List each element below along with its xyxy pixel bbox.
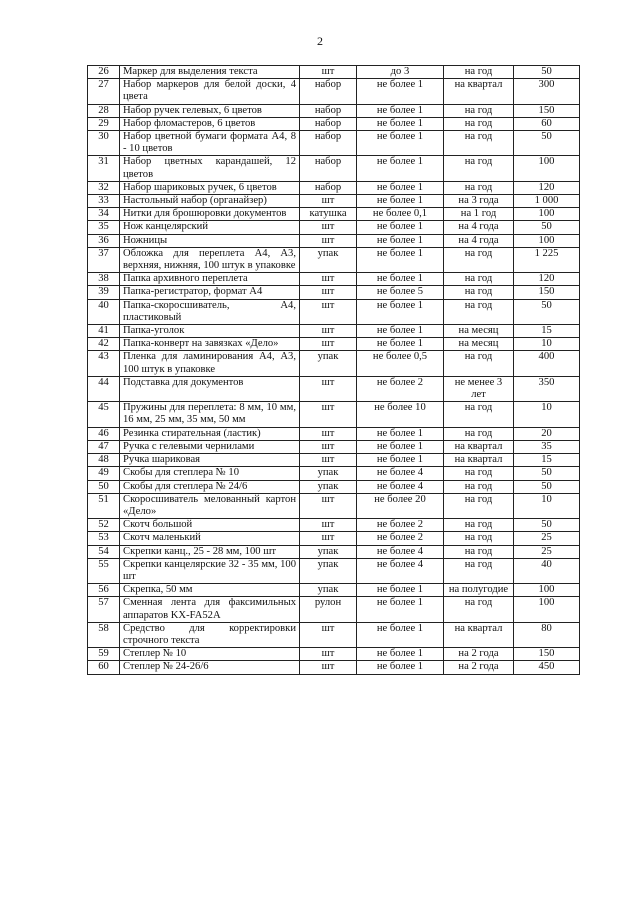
period-cell: на 1 год bbox=[444, 208, 514, 221]
period-cell: на год bbox=[444, 299, 514, 324]
table-row bbox=[88, 79, 580, 104]
unit-cell: упак bbox=[300, 545, 357, 558]
unit-cell: шт bbox=[300, 661, 357, 674]
quantity-norm-cell: до 3 bbox=[357, 66, 444, 79]
table-row bbox=[88, 181, 580, 194]
row-number-cell: 30 bbox=[88, 131, 120, 156]
item-name-cell: Набор цветных карандашей, 12 цветов bbox=[120, 156, 300, 181]
supplies-table bbox=[87, 65, 580, 675]
row-number-cell: 52 bbox=[88, 519, 120, 532]
unit-cell: упак bbox=[300, 351, 357, 376]
unit-cell: шт bbox=[300, 376, 357, 401]
price-cell: 50 bbox=[514, 467, 580, 480]
quantity-norm-cell: не более 1 bbox=[357, 79, 444, 104]
row-number-cell: 60 bbox=[88, 661, 120, 674]
period-cell: не менее 3 лет bbox=[444, 376, 514, 401]
period-cell: на год bbox=[444, 558, 514, 583]
unit-cell: шт bbox=[300, 195, 357, 208]
row-number-cell: 45 bbox=[88, 402, 120, 427]
item-name-cell: Сменная лента для факсимильных аппаратов KX-FA52A bbox=[120, 597, 300, 622]
unit-cell: набор bbox=[300, 181, 357, 194]
price-cell: 25 bbox=[514, 545, 580, 558]
table-row bbox=[88, 584, 580, 597]
item-name-cell: Ручка с гелевыми чернилами bbox=[120, 440, 300, 453]
item-name-cell: Папка-уголок bbox=[120, 325, 300, 338]
price-cell: 150 bbox=[514, 104, 580, 117]
period-cell: на год bbox=[444, 273, 514, 286]
table-row bbox=[88, 66, 580, 79]
period-cell: на 2 года bbox=[444, 648, 514, 661]
row-number-cell: 43 bbox=[88, 351, 120, 376]
row-number-cell: 26 bbox=[88, 66, 120, 79]
table-row bbox=[88, 376, 580, 401]
table-row bbox=[88, 221, 580, 234]
quantity-norm-cell: не более 4 bbox=[357, 545, 444, 558]
period-cell: на полугодие bbox=[444, 584, 514, 597]
quantity-norm-cell: не более 4 bbox=[357, 558, 444, 583]
table-row bbox=[88, 545, 580, 558]
price-cell: 150 bbox=[514, 648, 580, 661]
row-number-cell: 59 bbox=[88, 648, 120, 661]
unit-cell: шт bbox=[300, 286, 357, 299]
quantity-norm-cell: не более 1 bbox=[357, 156, 444, 181]
item-name-cell: Степлер № 24-26/6 bbox=[120, 661, 300, 674]
unit-cell: шт bbox=[300, 402, 357, 427]
unit-cell: шт bbox=[300, 454, 357, 467]
period-cell: на год bbox=[444, 493, 514, 518]
period-cell: на год bbox=[444, 351, 514, 376]
item-name-cell: Скоросшиватель мелованный картон «Дело» bbox=[120, 493, 300, 518]
period-cell: на месяц bbox=[444, 325, 514, 338]
quantity-norm-cell: не более 1 bbox=[357, 181, 444, 194]
quantity-norm-cell: не более 1 bbox=[357, 661, 444, 674]
price-cell: 25 bbox=[514, 532, 580, 545]
item-name-cell: Нитки для брошюровки документов bbox=[120, 208, 300, 221]
price-cell: 100 bbox=[514, 584, 580, 597]
price-cell: 15 bbox=[514, 325, 580, 338]
item-name-cell: Набор шариковых ручек, 6 цветов bbox=[120, 181, 300, 194]
price-cell: 50 bbox=[514, 221, 580, 234]
price-cell: 15 bbox=[514, 454, 580, 467]
table-row bbox=[88, 156, 580, 181]
item-name-cell: Резинка стирательная (ластик) bbox=[120, 427, 300, 440]
period-cell: на год bbox=[444, 597, 514, 622]
table-row bbox=[88, 195, 580, 208]
item-name-cell: Скрепки канц., 25 - 28 мм, 100 шт bbox=[120, 545, 300, 558]
row-number-cell: 51 bbox=[88, 493, 120, 518]
unit-cell: набор bbox=[300, 117, 357, 130]
row-number-cell: 27 bbox=[88, 79, 120, 104]
price-cell: 35 bbox=[514, 440, 580, 453]
row-number-cell: 40 bbox=[88, 299, 120, 324]
table-row bbox=[88, 427, 580, 440]
row-number-cell: 54 bbox=[88, 545, 120, 558]
price-cell: 40 bbox=[514, 558, 580, 583]
unit-cell: шт bbox=[300, 493, 357, 518]
table-row bbox=[88, 454, 580, 467]
price-cell: 100 bbox=[514, 234, 580, 247]
period-cell: на год bbox=[444, 519, 514, 532]
row-number-cell: 41 bbox=[88, 325, 120, 338]
price-cell: 60 bbox=[514, 117, 580, 130]
table-row bbox=[88, 208, 580, 221]
period-cell: на год bbox=[444, 66, 514, 79]
table-row bbox=[88, 519, 580, 532]
table-row bbox=[88, 493, 580, 518]
unit-cell: набор bbox=[300, 79, 357, 104]
quantity-norm-cell: не более 0,5 bbox=[357, 351, 444, 376]
period-cell: на 3 года bbox=[444, 195, 514, 208]
period-cell: на квартал bbox=[444, 454, 514, 467]
row-number-cell: 55 bbox=[88, 558, 120, 583]
item-name-cell: Набор фломастеров, 6 цветов bbox=[120, 117, 300, 130]
item-name-cell: Папка архивного переплета bbox=[120, 273, 300, 286]
row-number-cell: 38 bbox=[88, 273, 120, 286]
item-name-cell: Скотч большой bbox=[120, 519, 300, 532]
quantity-norm-cell: не более 1 bbox=[357, 195, 444, 208]
price-cell: 10 bbox=[514, 402, 580, 427]
period-cell: на год bbox=[444, 467, 514, 480]
price-cell: 10 bbox=[514, 493, 580, 518]
item-name-cell: Ручка шариковая bbox=[120, 454, 300, 467]
quantity-norm-cell: не более 5 bbox=[357, 286, 444, 299]
unit-cell: шт bbox=[300, 221, 357, 234]
unit-cell: шт bbox=[300, 325, 357, 338]
period-cell: на квартал bbox=[444, 440, 514, 453]
price-cell: 1 000 bbox=[514, 195, 580, 208]
table-row bbox=[88, 104, 580, 117]
table-row bbox=[88, 325, 580, 338]
quantity-norm-cell: не более 2 bbox=[357, 532, 444, 545]
row-number-cell: 48 bbox=[88, 454, 120, 467]
item-name-cell: Набор цветной бумаги формата А4, 8 - 10 цветов bbox=[120, 131, 300, 156]
unit-cell: шт bbox=[300, 519, 357, 532]
period-cell: на 4 года bbox=[444, 221, 514, 234]
price-cell: 50 bbox=[514, 131, 580, 156]
price-cell: 400 bbox=[514, 351, 580, 376]
row-number-cell: 56 bbox=[88, 584, 120, 597]
row-number-cell: 37 bbox=[88, 247, 120, 272]
price-cell: 50 bbox=[514, 480, 580, 493]
row-number-cell: 36 bbox=[88, 234, 120, 247]
period-cell: на месяц bbox=[444, 338, 514, 351]
row-number-cell: 44 bbox=[88, 376, 120, 401]
unit-cell: рулон bbox=[300, 597, 357, 622]
row-number-cell: 49 bbox=[88, 467, 120, 480]
table-row bbox=[88, 467, 580, 480]
quantity-norm-cell: не более 1 bbox=[357, 338, 444, 351]
quantity-norm-cell: не более 1 bbox=[357, 273, 444, 286]
quantity-norm-cell: не более 2 bbox=[357, 519, 444, 532]
item-name-cell: Нож канцелярский bbox=[120, 221, 300, 234]
table-row bbox=[88, 247, 580, 272]
unit-cell: шт bbox=[300, 273, 357, 286]
unit-cell: упак bbox=[300, 584, 357, 597]
row-number-cell: 53 bbox=[88, 532, 120, 545]
table-row bbox=[88, 402, 580, 427]
unit-cell: набор bbox=[300, 156, 357, 181]
item-name-cell: Скрепки канцелярские 32 - 35 мм, 100 шт bbox=[120, 558, 300, 583]
row-number-cell: 31 bbox=[88, 156, 120, 181]
quantity-norm-cell: не более 1 bbox=[357, 221, 444, 234]
unit-cell: шт bbox=[300, 338, 357, 351]
quantity-norm-cell: не более 1 bbox=[357, 584, 444, 597]
period-cell: на год bbox=[444, 480, 514, 493]
page-number: 2 bbox=[317, 34, 323, 48]
period-cell: на год bbox=[444, 286, 514, 299]
table-row bbox=[88, 648, 580, 661]
period-cell: на год bbox=[444, 181, 514, 194]
price-cell: 50 bbox=[514, 519, 580, 532]
row-number-cell: 47 bbox=[88, 440, 120, 453]
period-cell: на год bbox=[444, 545, 514, 558]
item-name-cell: Папка-скоросшиватель, А4, пластиковый bbox=[120, 299, 300, 324]
row-number-cell: 28 bbox=[88, 104, 120, 117]
period-cell: на год bbox=[444, 532, 514, 545]
supplies-table-body bbox=[88, 66, 580, 675]
period-cell: на квартал bbox=[444, 622, 514, 647]
quantity-norm-cell: не более 20 bbox=[357, 493, 444, 518]
quantity-norm-cell: не более 2 bbox=[357, 376, 444, 401]
table-row bbox=[88, 532, 580, 545]
item-name-cell: Скотч маленький bbox=[120, 532, 300, 545]
price-cell: 150 bbox=[514, 286, 580, 299]
item-name-cell: Скрепка, 50 мм bbox=[120, 584, 300, 597]
quantity-norm-cell: не более 10 bbox=[357, 402, 444, 427]
quantity-norm-cell: не более 1 bbox=[357, 117, 444, 130]
price-cell: 1 225 bbox=[514, 247, 580, 272]
period-cell: на год bbox=[444, 427, 514, 440]
unit-cell: шт bbox=[300, 622, 357, 647]
unit-cell: шт bbox=[300, 234, 357, 247]
price-cell: 100 bbox=[514, 208, 580, 221]
quantity-norm-cell: не более 1 bbox=[357, 622, 444, 647]
item-name-cell: Скобы для степлера № 24/6 bbox=[120, 480, 300, 493]
period-cell: на 4 года bbox=[444, 234, 514, 247]
table-row bbox=[88, 299, 580, 324]
item-name-cell: Настольный набор (органайзер) bbox=[120, 195, 300, 208]
row-number-cell: 29 bbox=[88, 117, 120, 130]
item-name-cell: Скобы для степлера № 10 bbox=[120, 467, 300, 480]
price-cell: 50 bbox=[514, 66, 580, 79]
row-number-cell: 50 bbox=[88, 480, 120, 493]
quantity-norm-cell: не более 1 bbox=[357, 597, 444, 622]
row-number-cell: 34 bbox=[88, 208, 120, 221]
quantity-norm-cell: не более 4 bbox=[357, 480, 444, 493]
price-cell: 20 bbox=[514, 427, 580, 440]
price-cell: 100 bbox=[514, 156, 580, 181]
period-cell: на год bbox=[444, 247, 514, 272]
row-number-cell: 35 bbox=[88, 221, 120, 234]
price-cell: 120 bbox=[514, 273, 580, 286]
quantity-norm-cell: не более 1 bbox=[357, 648, 444, 661]
table-row bbox=[88, 480, 580, 493]
unit-cell: шт bbox=[300, 299, 357, 324]
item-name-cell: Подставка для документов bbox=[120, 376, 300, 401]
row-number-cell: 58 bbox=[88, 622, 120, 647]
price-cell: 120 bbox=[514, 181, 580, 194]
quantity-norm-cell: не более 1 bbox=[357, 234, 444, 247]
table-row bbox=[88, 351, 580, 376]
table-row bbox=[88, 273, 580, 286]
quantity-norm-cell: не более 0,1 bbox=[357, 208, 444, 221]
period-cell: на год bbox=[444, 156, 514, 181]
table-row bbox=[88, 234, 580, 247]
price-cell: 350 bbox=[514, 376, 580, 401]
table-row bbox=[88, 440, 580, 453]
row-number-cell: 33 bbox=[88, 195, 120, 208]
item-name-cell: Средство для корректировки строчного текста bbox=[120, 622, 300, 647]
item-name-cell: Пленка для ламинирования А4, А3, 100 штук в упаковке bbox=[120, 351, 300, 376]
period-cell: на год bbox=[444, 131, 514, 156]
quantity-norm-cell: не более 1 bbox=[357, 299, 444, 324]
quantity-norm-cell: не более 1 bbox=[357, 325, 444, 338]
quantity-norm-cell: не более 1 bbox=[357, 440, 444, 453]
table-row bbox=[88, 558, 580, 583]
unit-cell: набор bbox=[300, 104, 357, 117]
price-cell: 100 bbox=[514, 597, 580, 622]
unit-cell: шт bbox=[300, 427, 357, 440]
quantity-norm-cell: не более 1 bbox=[357, 247, 444, 272]
unit-cell: шт bbox=[300, 66, 357, 79]
quantity-norm-cell: не более 1 bbox=[357, 131, 444, 156]
unit-cell: набор bbox=[300, 131, 357, 156]
table-row bbox=[88, 661, 580, 674]
price-cell: 300 bbox=[514, 79, 580, 104]
table-row bbox=[88, 338, 580, 351]
item-name-cell: Папка-регистратор, формат А4 bbox=[120, 286, 300, 299]
unit-cell: шт bbox=[300, 532, 357, 545]
price-cell: 50 bbox=[514, 299, 580, 324]
unit-cell: катушка bbox=[300, 208, 357, 221]
price-cell: 450 bbox=[514, 661, 580, 674]
row-number-cell: 42 bbox=[88, 338, 120, 351]
quantity-norm-cell: не более 4 bbox=[357, 467, 444, 480]
table-row bbox=[88, 117, 580, 130]
row-number-cell: 32 bbox=[88, 181, 120, 194]
item-name-cell: Папка-конверт на завязках «Дело» bbox=[120, 338, 300, 351]
period-cell: на год bbox=[444, 402, 514, 427]
table-row bbox=[88, 597, 580, 622]
item-name-cell: Пружины для переплета: 8 мм, 10 мм, 16 мм, 25 мм, 35 мм, 50 мм bbox=[120, 402, 300, 427]
period-cell: на год bbox=[444, 104, 514, 117]
item-name-cell: Маркер для выделения текста bbox=[120, 66, 300, 79]
item-name-cell: Степлер № 10 bbox=[120, 648, 300, 661]
period-cell: на 2 года bbox=[444, 661, 514, 674]
row-number-cell: 57 bbox=[88, 597, 120, 622]
row-number-cell: 39 bbox=[88, 286, 120, 299]
period-cell: на год bbox=[444, 117, 514, 130]
item-name-cell: Набор ручек гелевых, 6 цветов bbox=[120, 104, 300, 117]
unit-cell: упак bbox=[300, 467, 357, 480]
row-number-cell: 46 bbox=[88, 427, 120, 440]
quantity-norm-cell: не более 1 bbox=[357, 454, 444, 467]
unit-cell: упак bbox=[300, 247, 357, 272]
item-name-cell: Обложка для переплета А4, А3, верхняя, нижняя, 100 штук в упаковке bbox=[120, 247, 300, 272]
table-row bbox=[88, 131, 580, 156]
item-name-cell: Ножницы bbox=[120, 234, 300, 247]
period-cell: на квартал bbox=[444, 79, 514, 104]
table-row bbox=[88, 622, 580, 647]
price-cell: 10 bbox=[514, 338, 580, 351]
unit-cell: шт bbox=[300, 440, 357, 453]
item-name-cell: Набор маркеров для белой доски, 4 цвета bbox=[120, 79, 300, 104]
unit-cell: упак bbox=[300, 480, 357, 493]
unit-cell: упак bbox=[300, 558, 357, 583]
table-row bbox=[88, 286, 580, 299]
price-cell: 80 bbox=[514, 622, 580, 647]
unit-cell: шт bbox=[300, 648, 357, 661]
quantity-norm-cell: не более 1 bbox=[357, 427, 444, 440]
quantity-norm-cell: не более 1 bbox=[357, 104, 444, 117]
